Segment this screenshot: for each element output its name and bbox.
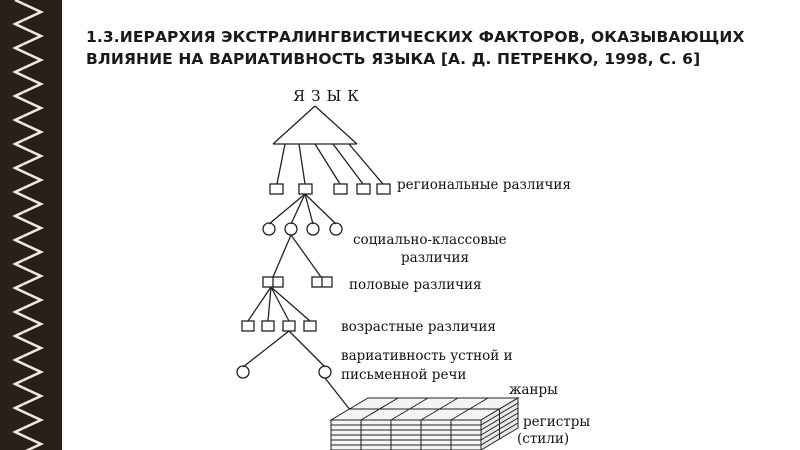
regional-differences-label: региональные различия	[397, 177, 571, 193]
decorative-side-band	[0, 0, 62, 450]
oral-written-variation-label: вариативность устной и	[341, 348, 513, 364]
social-class-differences-label: социально-классовые	[353, 232, 507, 248]
root-label: ЯЗЫК	[293, 87, 365, 105]
registers-label: регистры	[523, 414, 591, 430]
gender-differences-label: половые различия	[349, 277, 482, 293]
age-differences-label: возрастные различия	[341, 319, 496, 335]
genres-label: жанры	[509, 382, 558, 398]
hierarchy-diagram	[233, 84, 621, 450]
slide-title: 1.3.ИЕРАРХИЯ ЭКСТРАЛИНГВИСТИЧЕСКИХ ФАКТОРОВ, ОКАЗЫВАЮЩИХ ВЛИЯНИЕ НА ВАРИАТИВНОСТЬ ЯЗЫКА [А. Д. ПЕТРЕНКО, 1998, С. 6]	[86, 28, 745, 68]
oral-written-variation-label-line2: письменной речи	[341, 367, 467, 383]
registers-label-line2: (стили)	[517, 431, 570, 447]
zigzag-pattern	[0, 0, 62, 450]
social-class-differences-label-line2: различия	[401, 250, 470, 266]
tree-lines	[233, 84, 621, 450]
